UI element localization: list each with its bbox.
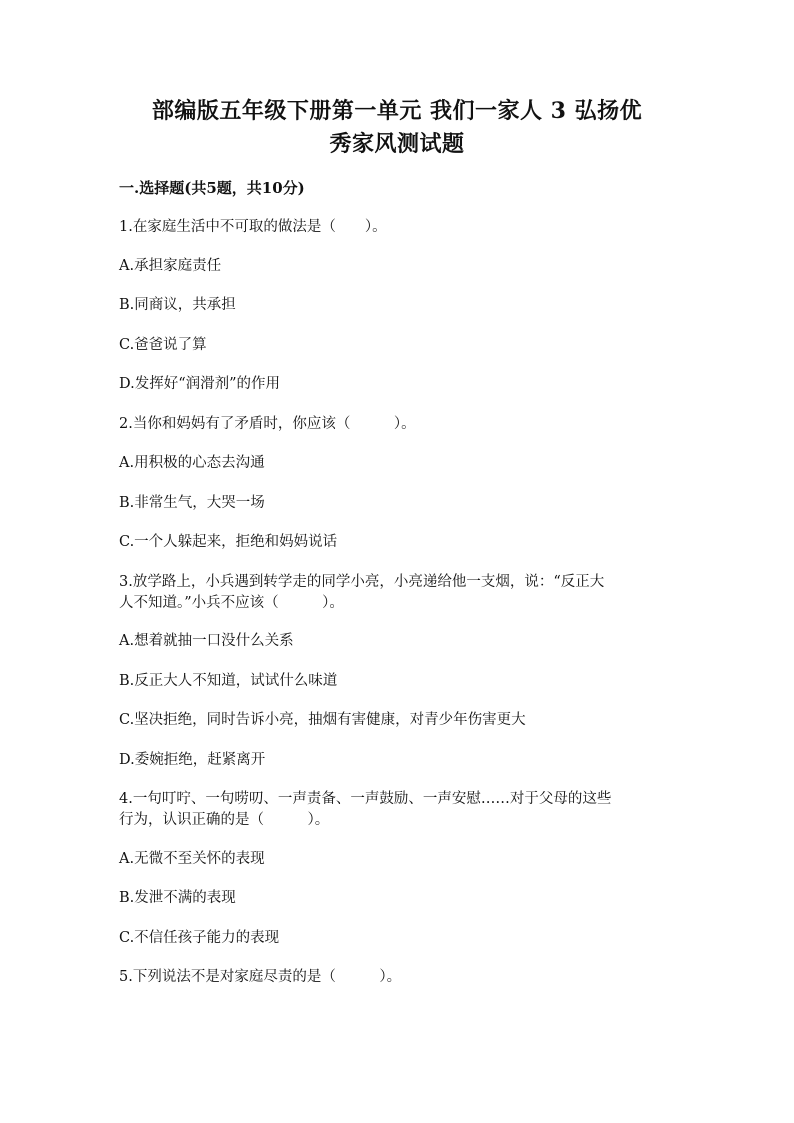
question-3-stem-line-2: 人不知道。”小兵不应该（ ）。 <box>119 595 344 611</box>
question-4-option-a: A.无微不至关怀的表现 <box>119 851 265 867</box>
question-3-option-c: C.坚决拒绝，同时告诉小亮，抽烟有害健康，对青少年伤害更大 <box>119 712 526 728</box>
question-2-option-c: C.一个人躲起来，拒绝和妈妈说话 <box>119 534 338 550</box>
question-2-option-a: A.用积极的心态去沟通 <box>119 455 265 471</box>
question-3-option-d: D.委婉拒绝，赶紧离开 <box>119 752 266 768</box>
question-1-stem: 1.在家庭生活中不可取的做法是（ ）。 <box>119 219 387 235</box>
question-1-option-c: C.爸爸说了算 <box>119 337 207 353</box>
question-1-option-d: D.发挥好“润滑剂”的作用 <box>119 376 281 392</box>
question-4-stem-line-2: 行为，认识正确的是（ ）。 <box>119 812 330 828</box>
document-title-line-2: 秀家风测试题 <box>329 131 465 157</box>
question-4-option-b: B.发泄不满的表现 <box>119 890 236 906</box>
document-title-line-1: 部编版五年级下册第一单元 我们一家人 3 弘扬优 <box>151 98 643 124</box>
question-5-stem: 5.下列说法不是对家庭尽责的是（ ）。 <box>119 969 402 985</box>
question-2-stem: 2.当你和妈妈有了矛盾时，你应该（ ）。 <box>119 416 416 432</box>
question-1-option-a: A.承担家庭责任 <box>119 258 222 274</box>
question-4-option-c: C.不信任孩子能力的表现 <box>119 930 280 946</box>
question-3-option-a: A.想着就抽一口没什么关系 <box>119 633 294 649</box>
section-heading: 一.选择题(共5题，共10分) <box>119 179 305 197</box>
question-3-stem-line-1: 3.放学路上，小兵遇到转学走的同学小亮，小亮递给他一支烟，说：“反正大 <box>119 574 605 590</box>
question-4-stem-line-1: 4.一句叮咛、一句唠叨、一声责备、一声鼓励、一声安慰……对于父母的这些 <box>119 791 612 807</box>
question-3-option-b: B.反正大人不知道，试试什么味道 <box>119 673 338 689</box>
question-1-option-b: B.同商议，共承担 <box>119 297 236 313</box>
question-2-option-b: B.非常生气，大哭一场 <box>119 495 265 511</box>
